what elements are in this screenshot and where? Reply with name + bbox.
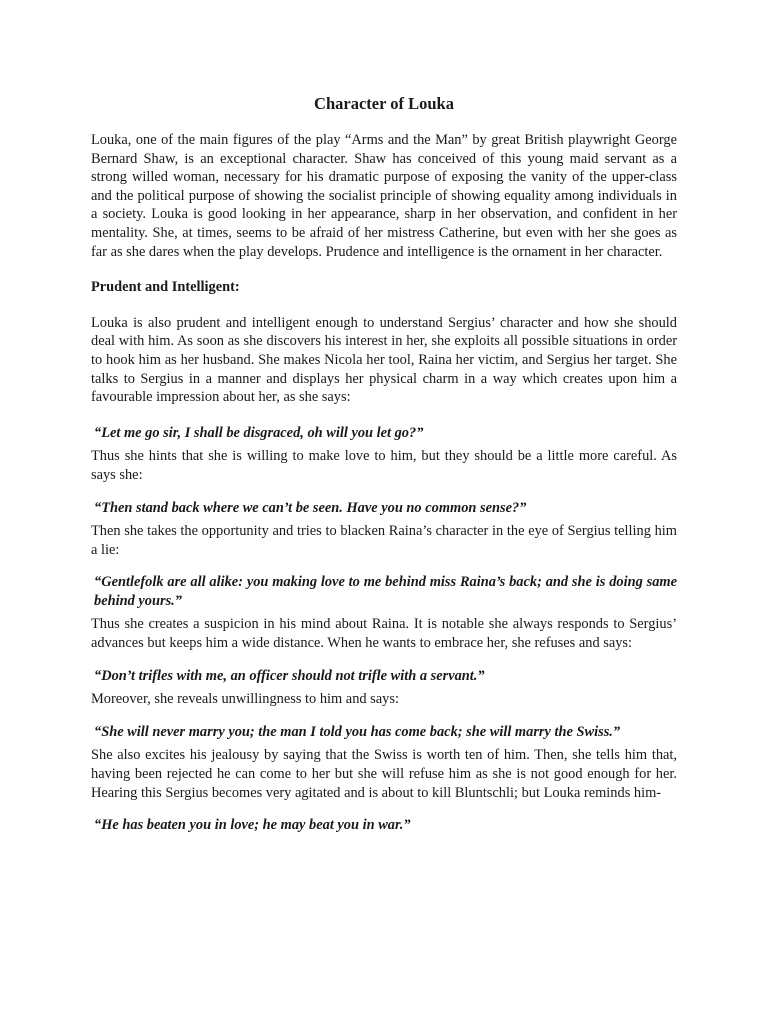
- paragraph-4: Moreover, she reveals unwillingness to him and says:: [91, 691, 399, 708]
- section-heading: Prudent and Intelligent:: [91, 279, 240, 296]
- paragraph-3: Thus she creates a suspicion in his mind about Raina. It is notable she always responds to Sergius’ advances but keeps him a wide distance. When he wants to embrace her, she refuses and says:: [91, 616, 677, 652]
- quote-6: “He has beaten you in love; he may beat you in war.”: [94, 817, 411, 834]
- quote-2: “Then stand back where we can’t be seen. Have you no common sense?”: [94, 499, 527, 516]
- paragraph-1: Thus she hints that she is willing to make love to him, but they should be a little more careful. As says she:: [91, 448, 677, 483]
- quote-5: “She will never marry you; the man I told you has come back; she will marry the Swiss.”: [94, 723, 621, 740]
- quote-4: “Don’t trifles with me, an officer should not trifle with a servant.”: [94, 667, 485, 684]
- quote-3: “Gentlefolk are all alike: you making love to me behind miss Raina’s back; and she is doing same behind yours.”: [94, 574, 677, 609]
- intro-paragraph: Louka, one of the main figures of the play “Arms and the Man” by great British playwright George Bernard Shaw, is an exceptional character. Shaw has conceived of this young maid servant as a strong willed woman, necessary for his dramatic purpose of exposing the vanity of the upper-class and the political purpose of showing the socialist principle of showing equality among individuals in a society. Louka is good looking in her appearance, sharp in her observation, and confident in her mentality. She, at times, seems to be afraid of her mistress Catherine, but even with her she goes as far as she dares when the play develops. Prudence and intelligence is the ornament in her character.: [91, 132, 677, 260]
- paragraph-5: She also excites his jealousy by saying that the Swiss is worth ten of him. Then, she tells him that, having been rejected he can come to her but she will refuse him as she is not good enough for her. Hearing this Sergius becomes very agitated and is about to kill Bluntschli; but Louka reminds him-: [91, 747, 677, 801]
- paragraph-2: Then she takes the opportunity and tries to blacken Raina’s character in the eye of Sergius telling him a lie:: [91, 523, 677, 558]
- quote-1: “Let me go sir, I shall be disgraced, oh will you let go?”: [94, 424, 424, 441]
- section-paragraph: Louka is also prudent and intelligent enough to understand Sergius’ character and how she should deal with him. As soon as she discovers his interest in her, she exploits all possible situations in order to hook him as her husband. She makes Nicola her tool, Raina her victim, and Sergius her target. She talks to Sergius in a manner and displays her physical charm in a way which creates upon him a favourable impression about her, as she says:: [91, 314, 677, 406]
- document-title: Character of Louka: [314, 94, 454, 113]
